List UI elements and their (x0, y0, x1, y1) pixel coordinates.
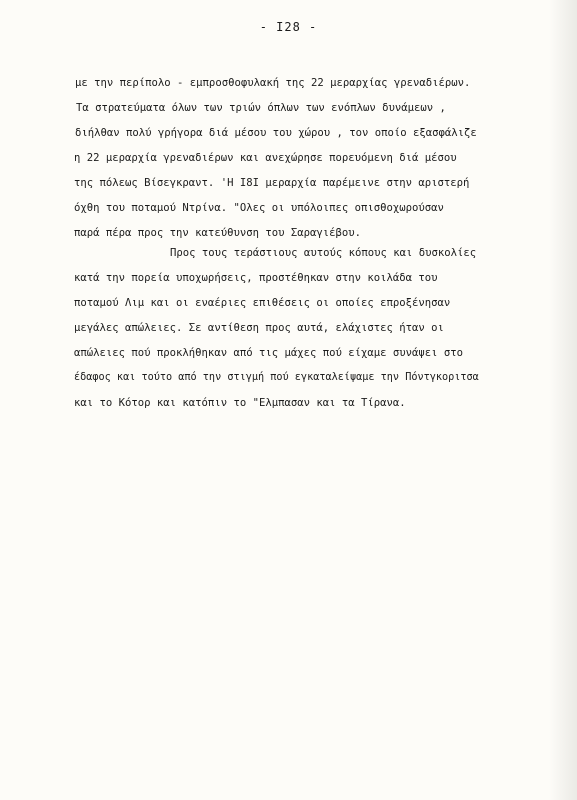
page-number: - I28 - (259, 20, 318, 34)
text-line: και το Κότορ και κατόπιν το "Ελμπασαν και τα Τίρανα. (74, 397, 406, 409)
text-line: έδαφος και τούτο από την στιγμή πού εγκαταλείψαμε την Πόντγκοριτσα (74, 372, 479, 383)
text-line: διήλθαν πολύ γρήγορα διά μέσου του χώρου , τον οποίο εξασφάλιζε (75, 127, 477, 139)
text-line: Προς τους τεράστιους αυτούς κόπους και δυσκολίες (170, 247, 477, 259)
text-line: κατά την πορεία υποχωρήσεις, προστέθηκαν στην κοιλάδα του (74, 272, 438, 284)
text-line: μεγάλες απώλειες. Σε αντίθεση προς αυτά, ελάχιστες ήταν οι (74, 322, 444, 334)
text-line: Τα στρατεύματα όλων των τριών όπλων των ενόπλων δυνάμεων , (76, 102, 446, 114)
text-line: παρά πέρα προς την κατεύθυνση του Σαραγιέβου. (74, 227, 362, 239)
text-line: απώλειες πού προκλήθηκαν από τις μάχες πού είχαμε συνάψει στο (74, 347, 464, 359)
text-line: όχθη του ποταμού Ντρίνα. "Ολες οι υπόλοιπες οπισθοχωρούσαν (74, 202, 444, 214)
text-line: ποταμού Λιμ και οι εναέριες επιθέσεις οι οποίες επροξένησαν (74, 297, 451, 309)
text-line: της πόλεως Βίσεγκραντ. 'Η Ι8Ι μεραρχία παρέμεινε στην αριστερή (74, 177, 470, 189)
text-line: με την περίπολο - εμπροσθοφυλακή της 22 μεραρχίας γρεναδιέρων. (75, 77, 471, 89)
text-line: η 22 μεραρχία γρεναδιέρων και ανεχώρησε πορευόμενη διά μέσου (74, 152, 457, 164)
